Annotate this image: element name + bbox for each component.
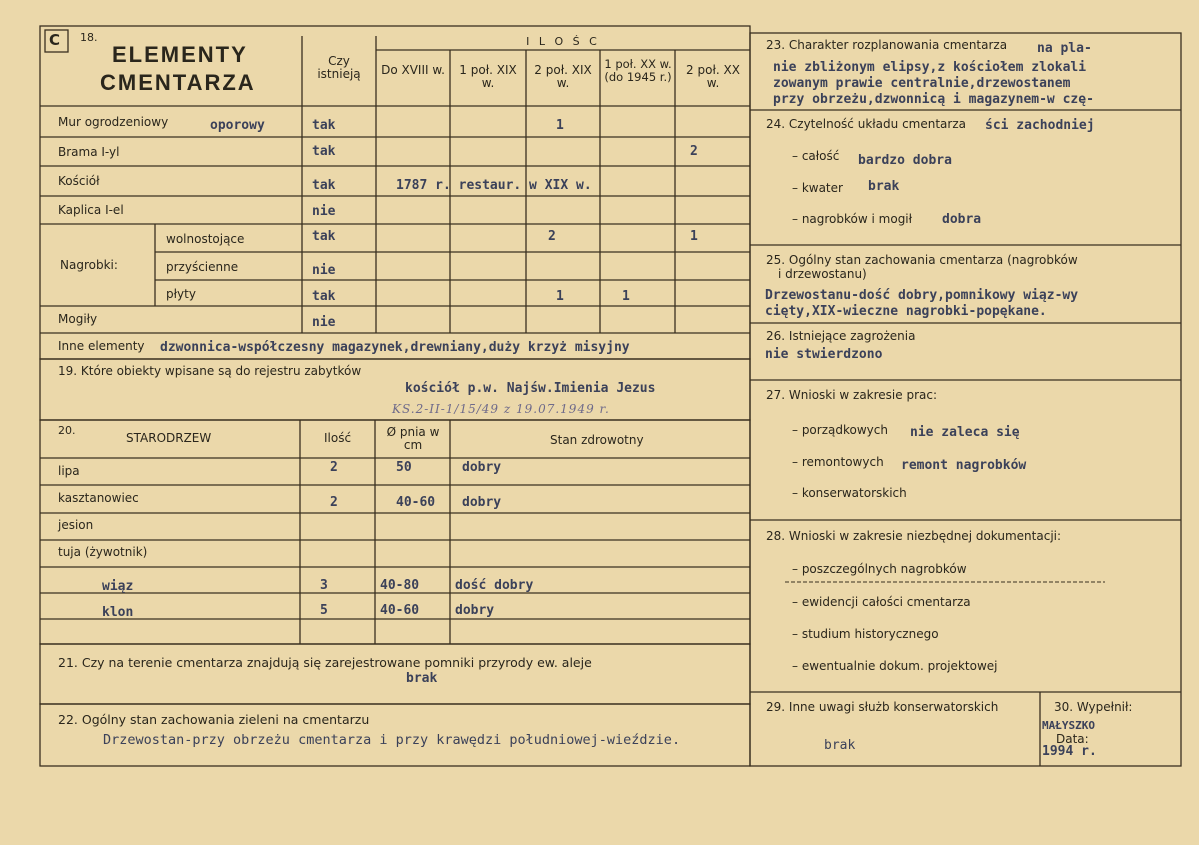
s22-label: 22. Ogólny stan zachowania zieleni na cmentarzu (58, 712, 370, 727)
tree-diam-klon: 40-60 (380, 603, 420, 618)
section-letter: C (49, 31, 61, 49)
s24-cont: ści zachodniej (985, 118, 1095, 133)
s21-value: brak (406, 671, 438, 686)
row-value-mur-extra: oporowy (210, 118, 265, 133)
s28-item-4: – ewentualnie dokum. projektowej (792, 659, 998, 673)
tree-state-klon: dobry (455, 603, 495, 618)
inne-elementy-value: dzwonnica-współczesny magazynek,drewniany,duży krzyż misyjny (160, 340, 630, 355)
tree-name-klon: klon (102, 605, 134, 620)
s23-line2: nie zbliżonym elipsy,z kościołem zlokali (773, 60, 1087, 75)
tree-qty-klon: 5 (320, 603, 328, 618)
header-period-5: 2 poł. XX w. (686, 63, 740, 91)
header-period-4: 1 poł. XX w. (do 1945 r.) (604, 57, 672, 84)
s25-label-1: 25. Ogólny stan zachowania cmentarza (nagrobków (766, 253, 1078, 267)
title-line2: CMENTARZA (100, 70, 256, 95)
header-period-1: Do XVIII w. (381, 63, 445, 77)
row-label-mur: Mur ogrodzeniowy (58, 115, 169, 129)
tree-name-tuja: tuja (żywotnik) (58, 545, 148, 559)
s30-date: 1994 r. (1042, 744, 1097, 759)
tree-qty-lipa: 2 (330, 460, 338, 475)
row-value-plyty-xx1: 1 (622, 289, 630, 304)
row-value-plyty-exists: tak (312, 289, 336, 304)
s21-label: 21. Czy na terenie cmentarza znajdują się zarejestrowane pomniki przyrody ew. aleje (58, 655, 592, 670)
s24-item-value-1: bardzo dobra (858, 153, 952, 168)
s23-line3: zowanym prawie centralnie,drzewostanem (773, 76, 1071, 91)
row-value-mogily-exists: nie (312, 315, 336, 330)
row-label-wolnostojace: wolnostojące (166, 232, 245, 246)
s27-item-label-3: – konserwatorskich (792, 486, 907, 500)
row-value-brama-xx2: 2 (690, 144, 698, 159)
tree-qty-kasztanowiec: 2 (330, 495, 338, 510)
tree-name-kasztanowiec: kasztanowiec (58, 491, 139, 505)
row-value-mur-xix2: 1 (556, 118, 564, 133)
s30-date-label: Data: (1056, 732, 1089, 746)
s30-name: MAŁYSZKO (1042, 719, 1095, 732)
header-ilosc: I L O Ś C (526, 35, 600, 48)
s23-line4: przy obrzeżu,dzwonnicą i magazynem-w czę- (773, 92, 1094, 107)
tree-diam-kasztanowiec: 40-60 (396, 495, 436, 510)
s19-handwritten: KS.2-II-1/15/49 z 19.07.1949 r. (392, 402, 610, 416)
row-value-wolnostojace-xx2: 1 (690, 229, 698, 244)
s24-item-value-3: dobra (942, 212, 982, 227)
row-label-kosciol: Kościół (58, 174, 100, 188)
row-value-wolnostojace-exists: tak (312, 229, 336, 244)
tree-diam-lipa: 50 (396, 460, 412, 475)
s24-label: 24. Czytelność układu cmentarza (766, 117, 966, 131)
row-label-kaplica: Kaplica I-el (58, 203, 124, 217)
tree-name-lipa: lipa (58, 464, 80, 478)
s26-label: 26. Istniejące zagrożenia (766, 329, 916, 343)
s25-line2: cięty,XIX-wieczne nagrobki-popękane. (765, 304, 1047, 319)
s20-col-state: Stan zdrowotny (550, 433, 644, 447)
row-value-przyscienne-exists: nie (312, 263, 336, 278)
row-label-plyty: płyty (166, 287, 196, 301)
s20-col-diam: Ø pnia w cm (386, 425, 440, 453)
s24-item-label-3: – nagrobków i mogił (792, 212, 913, 226)
s27-item-label-1: – porządkowych (792, 423, 888, 437)
nagrobki-label: Nagrobki: (60, 258, 118, 272)
row-label-brama: Brama I-yl (58, 145, 120, 159)
s24-item-label-1: – całość (792, 149, 840, 163)
inne-elementy-label: Inne elementy (58, 339, 145, 353)
row-value-brama-exists: tak (312, 144, 336, 159)
row-value-wolnostojace-xix2: 2 (548, 229, 556, 244)
s19-value: kościół p.w. Najśw.Imienia Jezus (405, 381, 656, 396)
s29-label: 29. Inne uwagi służb konserwatorskich (766, 700, 999, 714)
s27-item-value-2: remont nagrobków (901, 458, 1027, 473)
s22-value: Drzewostan-przy obrzeżu cmentarza i przy krawędzi południowej-wieździe. (103, 732, 681, 748)
section-number: 18. (80, 31, 98, 44)
title-line1: ELEMENTY (112, 42, 248, 67)
row-value-mur-exists: tak (312, 118, 336, 133)
s27-item-label-2: – remontowych (792, 455, 884, 469)
row-label-mogily: Mogiły (58, 312, 98, 326)
s19-label: 19. Które obiekty wpisane są do rejestru zabytków (58, 364, 362, 378)
s25-line1: Drzewostanu-dość dobry,pomnikowy wiąz-wy (765, 288, 1079, 303)
s25-label-2: i drzewostanu) (778, 267, 867, 281)
row-value-kosciol-exists: tak (312, 178, 336, 193)
row-value-kosciol-note: 1787 r. restaur. w XIX w. (396, 178, 592, 193)
tree-state-kasztanowiec: dobry (462, 495, 502, 510)
tree-diam-wiaz: 40-80 (380, 578, 420, 593)
tree-state-wiaz: dość dobry (455, 578, 534, 593)
s24-item-label-2: – kwater (792, 181, 843, 195)
s28-item-1: – poszczególnych nagrobków (792, 562, 967, 576)
s28-item-3: – studium historycznego (792, 627, 939, 641)
row-value-plyty-xix2: 1 (556, 289, 564, 304)
s20-title: STARODRZEW (126, 431, 212, 445)
s27-label: 27. Wnioski w zakresie prac: (766, 388, 938, 402)
header-czy-istnieja: Czy istnieją (317, 54, 361, 82)
tree-name-wiaz: wiąz (102, 579, 134, 594)
tree-state-lipa: dobry (462, 460, 502, 475)
s24-item-value-2: brak (868, 179, 900, 194)
s28-item-2: – ewidencji całości cmentarza (792, 595, 971, 609)
s23-line1: na pla- (1037, 41, 1092, 56)
tree-qty-wiaz: 3 (320, 578, 328, 593)
s27-item-value-1: nie zaleca się (910, 425, 1020, 440)
s26-value: nie stwierdzono (765, 347, 883, 362)
header-period-2: 1 poł. XIX w. (459, 63, 517, 91)
s28-label: 28. Wnioski w zakresie niezbędnej dokumentacji: (766, 529, 1062, 543)
row-label-przyscienne: przyścienne (166, 260, 239, 274)
s20-col-qty: Ilość (324, 431, 352, 445)
header-period-3: 2 poł. XIX w. (534, 63, 592, 91)
tree-name-jesion: jesion (58, 518, 94, 532)
s20-number: 20. (58, 424, 76, 437)
s23-label: 23. Charakter rozplanowania cmentarza (766, 38, 1008, 52)
row-value-kaplica-exists: nie (312, 204, 336, 219)
s29-value: brak (824, 738, 856, 753)
s30-label: 30. Wypełnił: (1054, 700, 1133, 714)
